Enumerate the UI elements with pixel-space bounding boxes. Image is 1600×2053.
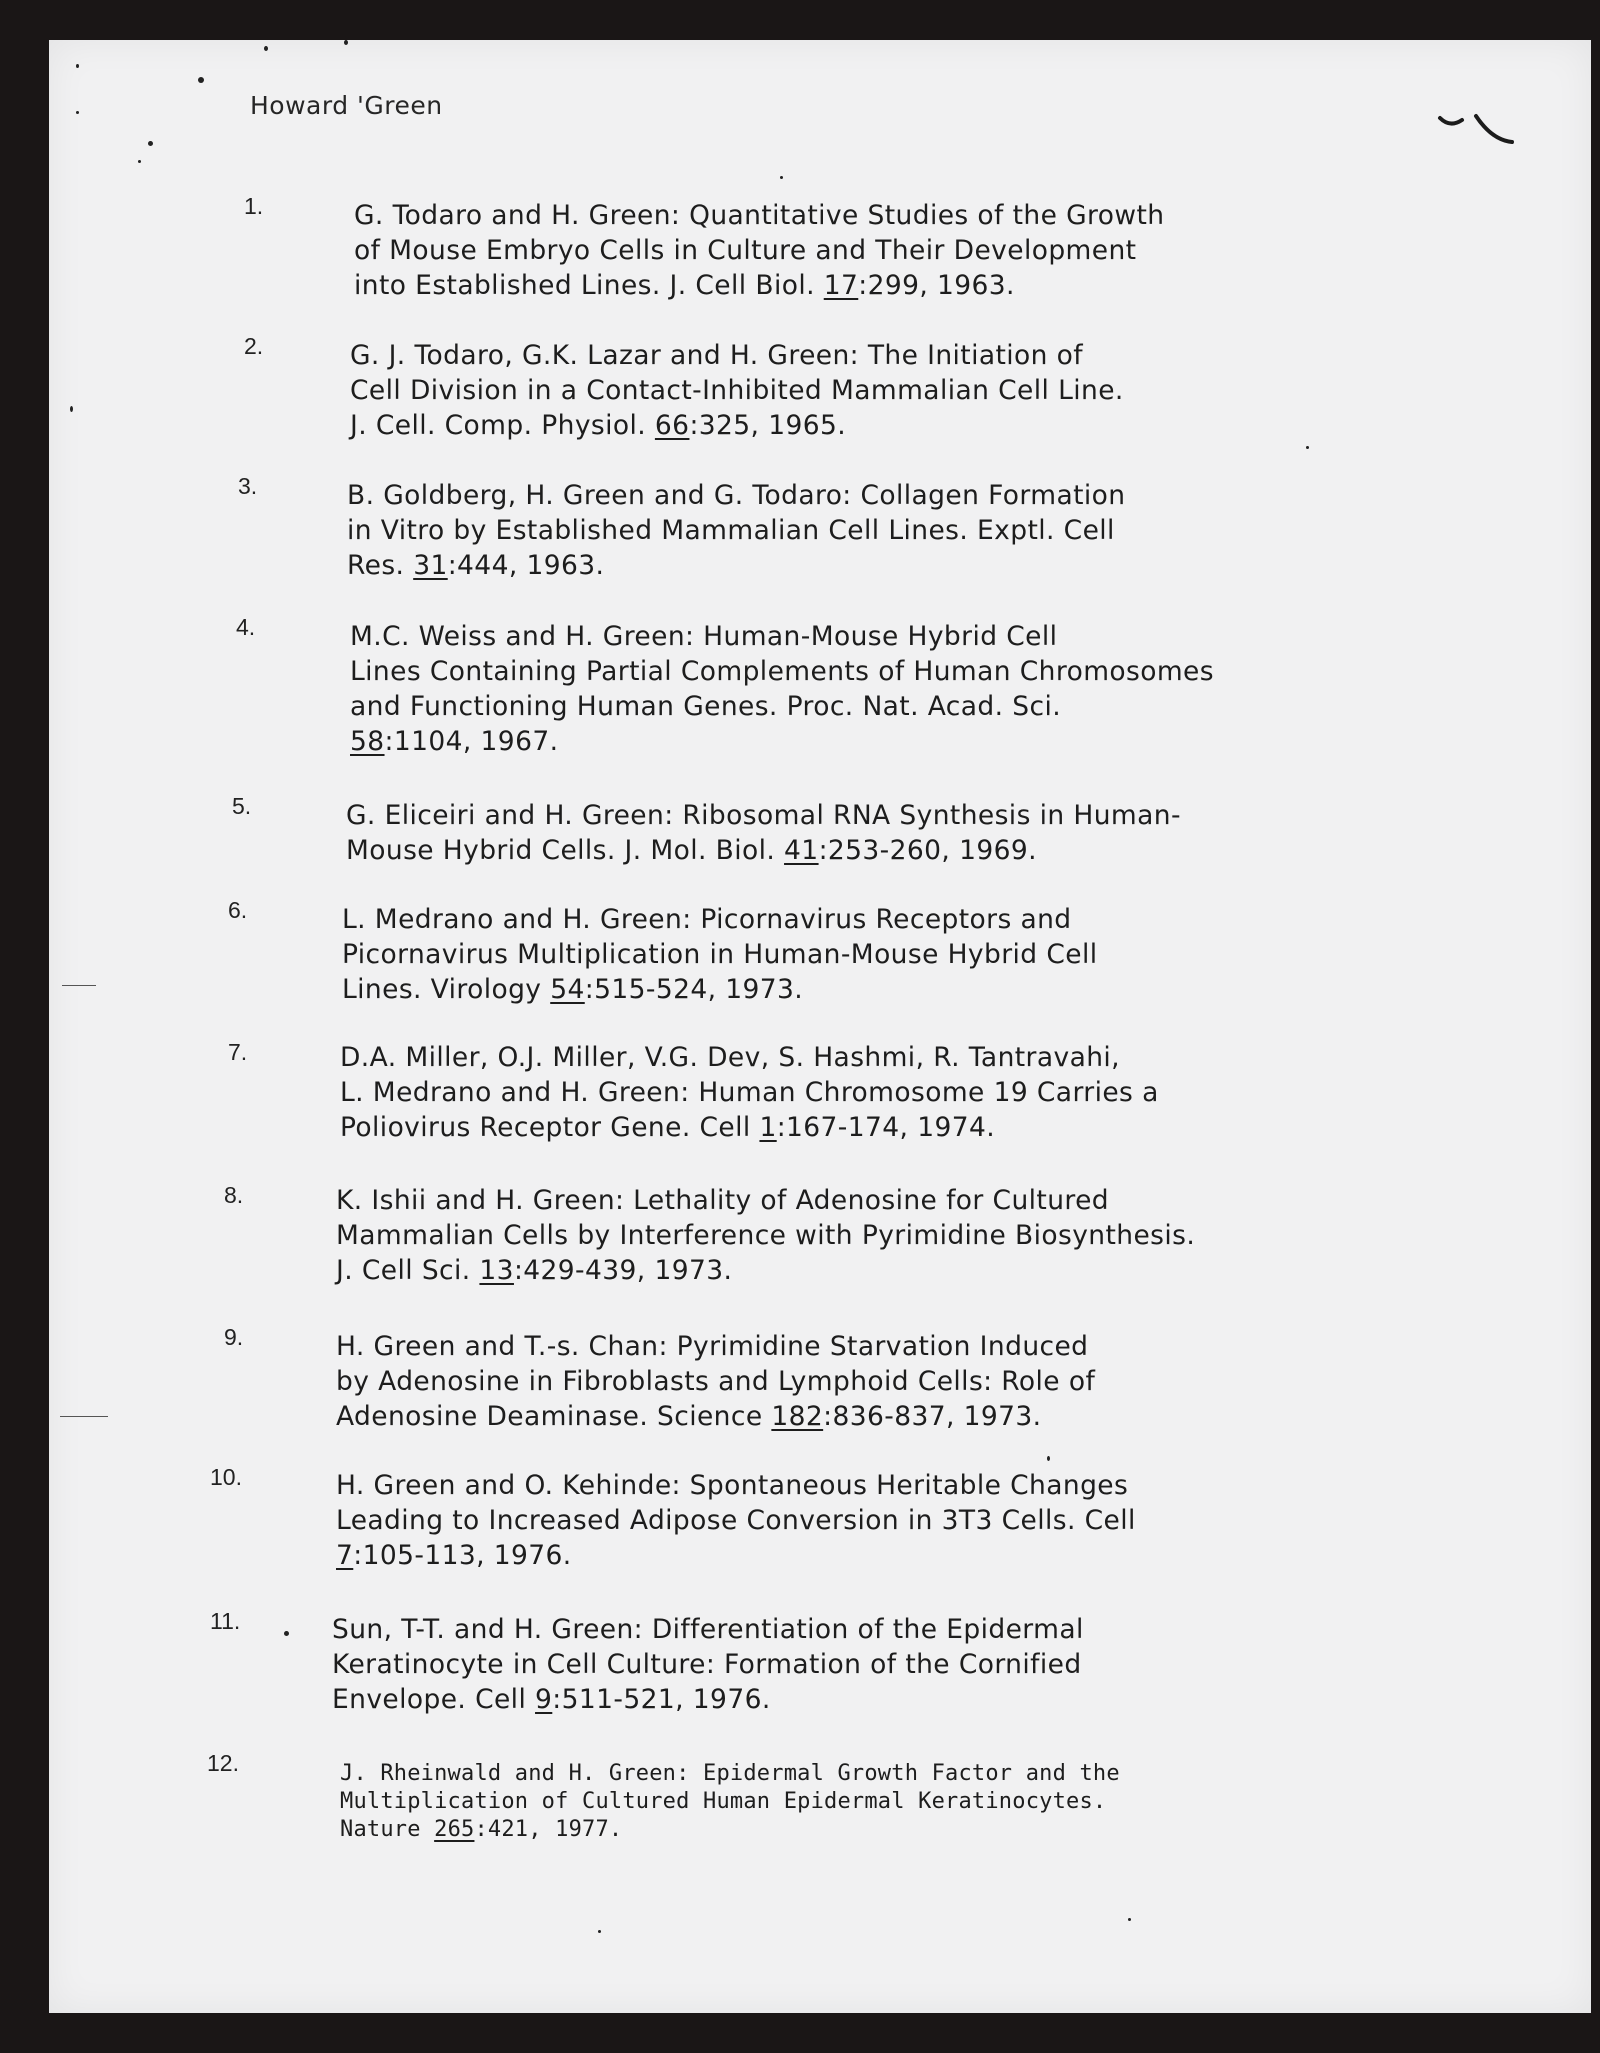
volume-number: 66	[654, 410, 690, 441]
reference-number: 8.	[224, 1182, 244, 1208]
reference-number: 2.	[244, 333, 264, 359]
citation-text: Poliovirus Receptor Gene. Cell	[340, 1112, 760, 1143]
citation-text: H. Green and O. Kehinde: Spontaneous Heritable Changes	[336, 1470, 1129, 1501]
pages-year: :421, 1977.	[474, 1817, 623, 1842]
reference-citation	[350, 338, 1124, 443]
pages-year: :511-521, 1976.	[552, 1684, 771, 1715]
citation-text: J. Cell Sci.	[336, 1255, 480, 1286]
citation-line	[340, 1075, 1159, 1110]
citation-line	[342, 902, 1097, 937]
pages-year: :105-113, 1976.	[353, 1540, 572, 1571]
citation-text: in Vitro by Established Mammalian Cell Lines. Exptl. Cell	[347, 515, 1115, 546]
pages-year: :429-439, 1973.	[513, 1255, 733, 1286]
reference-citation	[342, 902, 1097, 1007]
citation-text: J. Rheinwald and H. Green: Epidermal Growth Factor and the	[340, 1761, 1120, 1786]
reference-citation	[350, 619, 1214, 759]
citation-line	[336, 1399, 1095, 1434]
volume-number: 7	[336, 1540, 354, 1571]
volume-number: 58	[350, 726, 385, 757]
citation-line	[332, 1612, 1084, 1647]
citation-line	[336, 1364, 1095, 1399]
speck	[70, 406, 73, 412]
citation-line	[336, 1183, 1195, 1218]
citation-line	[336, 1503, 1136, 1538]
reference-number: 10.	[210, 1464, 242, 1490]
reference-citation	[346, 798, 1181, 868]
pages-year: :1104, 1967.	[384, 726, 559, 757]
citation-text: M.C. Weiss and H. Green: Human-Mouse Hybrid Cell	[350, 621, 1058, 652]
citation-text: Nature	[340, 1817, 435, 1842]
citation-line	[350, 619, 1214, 654]
reference-number: 11.	[210, 1608, 241, 1634]
citation-line	[347, 513, 1125, 548]
pages-year: :444, 1963.	[447, 550, 605, 581]
speck	[284, 1631, 289, 1636]
speck	[76, 111, 79, 114]
citation-text: Adenosine Deaminase. Science	[336, 1401, 772, 1432]
citation-line	[350, 689, 1214, 724]
volume-number: 54	[550, 974, 585, 1005]
pages-year: :515-524, 1973.	[584, 974, 804, 1005]
volume-number: 182	[771, 1401, 824, 1432]
pages-year: :325, 1965.	[689, 410, 847, 441]
citation-text: Keratinocyte in Cell Culture: Formation of the Cornified	[332, 1649, 1082, 1680]
citation-text: Lines Containing Partial Complements of Human Chromosomes	[350, 656, 1214, 687]
citation-line	[332, 1647, 1084, 1682]
citation-text: into Established Lines. J. Cell Biol.	[354, 270, 824, 301]
citation-text: D.A. Miller, O.J. Miller, V.G. Dev, S. Hashmi, R. Tantravahi,	[340, 1042, 1120, 1073]
citation-line	[340, 1788, 1120, 1816]
citation-line	[350, 373, 1124, 408]
reference-number: 6.	[228, 897, 248, 923]
reference-number: 3.	[238, 473, 258, 499]
citation-text: Mammalian Cells by Interference with Pyrimidine Biosynthesis.	[336, 1220, 1196, 1251]
citation-text: G. Todaro and H. Green: Quantitative Studies of the Growth	[354, 200, 1165, 231]
citation-text: of Mouse Embryo Cells in Culture and Their Development	[354, 235, 1137, 266]
volume-number: 9	[535, 1684, 553, 1715]
pages-year: :836-837, 1973.	[823, 1401, 1042, 1432]
citation-line	[332, 1682, 1084, 1717]
citation-line	[340, 1110, 1159, 1145]
citation-text: by Adenosine in Fibroblasts and Lymphoid Cells: Role of	[336, 1366, 1096, 1397]
citation-line	[347, 548, 1125, 583]
citation-line	[354, 268, 1164, 303]
reference-number: 1.	[244, 193, 264, 219]
check-mark-icon	[1436, 104, 1526, 154]
citation-line	[354, 198, 1164, 233]
citation-text: Lines. Virology	[342, 974, 551, 1005]
citation-text: L. Medrano and H. Green: Picornavirus Receptors and	[342, 904, 1072, 935]
citation-line	[336, 1468, 1136, 1503]
margin-line	[60, 1416, 108, 1417]
citation-line	[336, 1218, 1195, 1253]
pages-year: :253-260, 1969.	[818, 835, 1037, 866]
citation-line	[350, 654, 1214, 689]
citation-line	[340, 1816, 1120, 1844]
citation-line	[350, 724, 1214, 759]
reference-citation	[340, 1760, 1120, 1844]
speck	[598, 1930, 601, 1933]
citation-text: Multiplication of Cultured Human Epidermal Keratinocytes.	[340, 1789, 1107, 1814]
citation-text: Mouse Hybrid Cells. J. Mol. Biol.	[346, 835, 785, 866]
volume-number: 1	[759, 1112, 777, 1143]
speck	[344, 40, 348, 45]
pages-year: :167-174, 1974.	[776, 1112, 996, 1143]
citation-line	[346, 833, 1181, 868]
volume-number: 41	[784, 835, 819, 866]
citation-line	[342, 972, 1097, 1007]
reference-citation	[336, 1468, 1136, 1573]
citation-line	[340, 1040, 1159, 1075]
reference-number: 4.	[236, 614, 256, 640]
speck	[780, 176, 783, 179]
volume-number: 17	[823, 270, 859, 301]
citation-line	[340, 1760, 1120, 1788]
citation-line	[336, 1253, 1195, 1288]
citation-line	[346, 798, 1181, 833]
reference-citation	[336, 1183, 1195, 1288]
volume-number: 13	[479, 1255, 514, 1286]
reference-citation	[340, 1040, 1159, 1145]
speck	[138, 160, 141, 163]
citation-line	[347, 478, 1125, 513]
citation-line	[336, 1538, 1136, 1573]
citation-text: Picornavirus Multiplication in Human-Mouse Hybrid Cell	[342, 939, 1098, 970]
citation-text: and Functioning Human Genes. Proc. Nat. Acad. Sci.	[350, 691, 1062, 722]
speck	[264, 46, 268, 51]
citation-text: Sun, T-T. and H. Green: Differentiation of the Epidermal	[332, 1614, 1084, 1645]
speck	[1047, 1456, 1050, 1461]
author-header: Howard 'Green	[250, 91, 443, 120]
citation-line	[336, 1329, 1095, 1364]
volume-number: 31	[413, 550, 448, 581]
citation-text: G. J. Todaro, G.K. Lazar and H. Green: The Initiation of	[350, 340, 1084, 371]
speck	[148, 141, 153, 146]
reference-citation	[332, 1612, 1084, 1717]
citation-text: J. Cell. Comp. Physiol.	[350, 410, 655, 441]
citation-text: Res.	[347, 550, 414, 581]
reference-citation	[354, 198, 1164, 303]
citation-line	[342, 937, 1097, 972]
citation-text: B. Goldberg, H. Green and G. Todaro: Collagen Formation	[347, 480, 1126, 511]
speck	[1128, 1918, 1131, 1921]
volume-number: 265	[434, 1817, 475, 1842]
citation-line	[354, 233, 1164, 268]
reference-number: 9.	[224, 1324, 244, 1350]
citation-text: L. Medrano and H. Green: Human Chromosome 19 Carries a	[340, 1077, 1159, 1108]
citation-text: K. Ishii and H. Green: Lethality of Adenosine for Cultured	[336, 1185, 1110, 1216]
margin-line	[62, 985, 96, 986]
citation-line	[350, 338, 1124, 373]
citation-line	[350, 408, 1124, 443]
citation-text: H. Green and T.-s. Chan: Pyrimidine Starvation Induced	[336, 1331, 1089, 1362]
pages-year: :299, 1963.	[858, 270, 1015, 301]
reference-citation	[347, 478, 1125, 583]
citation-text: Envelope. Cell	[332, 1684, 536, 1715]
citation-text: G. Eliceiri and H. Green: Ribosomal RNA Synthesis in Human-	[346, 800, 1181, 831]
reference-number: 5.	[232, 793, 252, 819]
reference-number: 12.	[207, 1750, 239, 1776]
speck	[1306, 446, 1309, 449]
citation-text: Leading to Increased Adipose Conversion in 3T3 Cells. Cell	[336, 1505, 1136, 1536]
reference-citation	[336, 1329, 1095, 1434]
citation-text: Cell Division in a Contact-Inhibited Mammalian Cell Line.	[350, 375, 1124, 406]
speck	[198, 77, 204, 83]
reference-number: 7.	[228, 1039, 248, 1065]
speck	[76, 64, 79, 68]
